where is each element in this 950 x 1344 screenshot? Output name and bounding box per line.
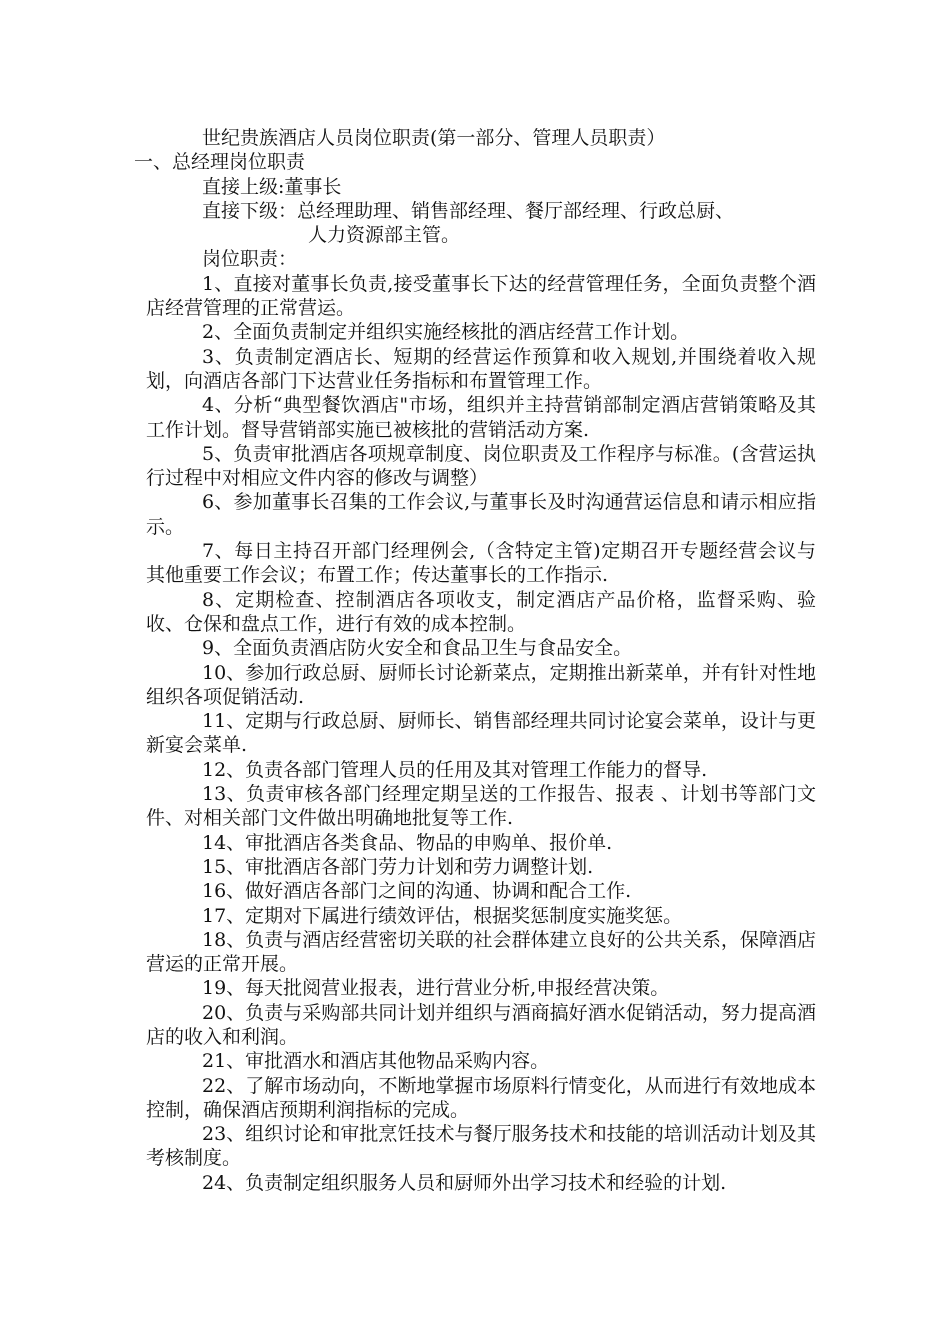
duty-item-4: 4、分析“典型餐饮酒店"市场，组织并主持营销部制定酒店营销策略及其工作计划。督导营销部实施已被核批的营销活动方案. (146, 394, 816, 441)
duty-item-22: 22、了解市场动向，不断地掌握市场原料行情变化，从而进行有效地成本控制，确保酒店预期利润指标的完成。 (146, 1074, 816, 1121)
section-heading: 一、总经理岗位职责 (134, 151, 306, 174)
duty-item-24: 24、负责制定组织服务人员和厨师外出学习技术和经验的计划. (202, 1171, 727, 1194)
duty-item-12: 12、负责各部门管理人员的任用及其对管理工作能力的督导. (202, 758, 708, 781)
duty-item-10: 10、参加行政总厨、厨师长讨论新菜点，定期推出新菜单，并有针对性地组织各项促销活动. (146, 661, 816, 708)
duty-item-11: 11、定期与行政总厨、厨师长、销售部经理共同讨论宴会菜单，设计与更新宴会菜单. (146, 710, 816, 757)
duty-item-8: 8、定期检查、控制酒店各项收支，制定酒店产品价格，监督采购、验收、仓保和盘点工作，进行有效的成本控制。 (146, 588, 816, 635)
duty-item-23: 23、组织讨论和审批烹饪技术与餐厅服务技术和技能的培训活动计划及其考核制度。 (146, 1123, 816, 1170)
duties-label: 岗位职责： (202, 248, 298, 271)
duty-item-18: 18、负责与酒店经营密切关联的社会群体建立良好的公共关系，保障酒店营运的正常开展。 (146, 928, 816, 976)
duty-item-20: 20、负责与采购部共同计划并组织与酒商搞好酒水促销活动，努力提高酒店的收入和利润。 (146, 1001, 816, 1048)
duty-item-5: 5、负责审批酒店各项规章制度、岗位职责及工作程序与标准。(含营运执行过程中对相应文件内容的修改与调整） (146, 442, 816, 490)
direct-subordinates: 直接下级：总经理助理、销售部经理、餐厅部经理、行政总厨、 (202, 199, 735, 222)
duty-item-14: 14、审批酒店各类食品、物品的申购单、报价单. (202, 831, 613, 854)
document-body (134, 126, 816, 1195)
duty-item-9: 9、全面负责酒店防火安全和食品卫生与食品安全。 (202, 637, 633, 660)
duty-item-2: 2、全面负责制定并组织实施经核批的酒店经营工作计划。 (202, 321, 690, 344)
duty-item-15: 15、审批酒店各部门劳力计划和劳力调整计划. (202, 855, 594, 878)
direct-subordinates-continued: 人力资源部主管。 (308, 224, 461, 247)
duty-item-19: 19、每天批阅营业报表，进行营业分析,申报经营决策。 (202, 977, 670, 1000)
duty-item-16: 16、做好酒店各部门之间的沟通、协调和配合工作. (202, 880, 632, 903)
direct-superior: 直接上级:董事长 (202, 175, 342, 198)
duty-item-7: 7、每日主持召开部门经理例会,（含特定主管)定期召开专题经营会议与其他重要工作会议；布置工作；传达董事长的工作指示. (146, 540, 816, 587)
duty-item-6: 6、参加董事长召集的工作会议,与董事长及时沟通营运信息和请示相应指示。 (146, 491, 816, 538)
duty-item-21: 21、审批酒水和酒店其他物品采购内容。 (202, 1050, 550, 1073)
duty-item-1: 1、直接对董事长负责,接受董事长下达的经营管理任务，全面负责整个酒店经营管理的正常营运。 (146, 272, 816, 320)
duties-list (146, 272, 816, 1195)
document-title: 世纪贵族酒店人员岗位职责(第一部分、管理人员职责） (202, 127, 666, 149)
duty-item-17: 17、定期对下属进行绩效评估，根据奖惩制度实施奖惩。 (202, 904, 683, 927)
duty-item-13: 13、负责审核各部门经理定期呈送的工作报告、报表 、计划书等部门文件、对相关部门文件做出明确地批复等工作. (146, 783, 816, 830)
duty-item-3: 3、负责制定酒店长、短期的经营运作预算和收入规划,并围绕着收入规划，向酒店各部门下达营业任务指标和布置管理工作。 (146, 345, 816, 392)
